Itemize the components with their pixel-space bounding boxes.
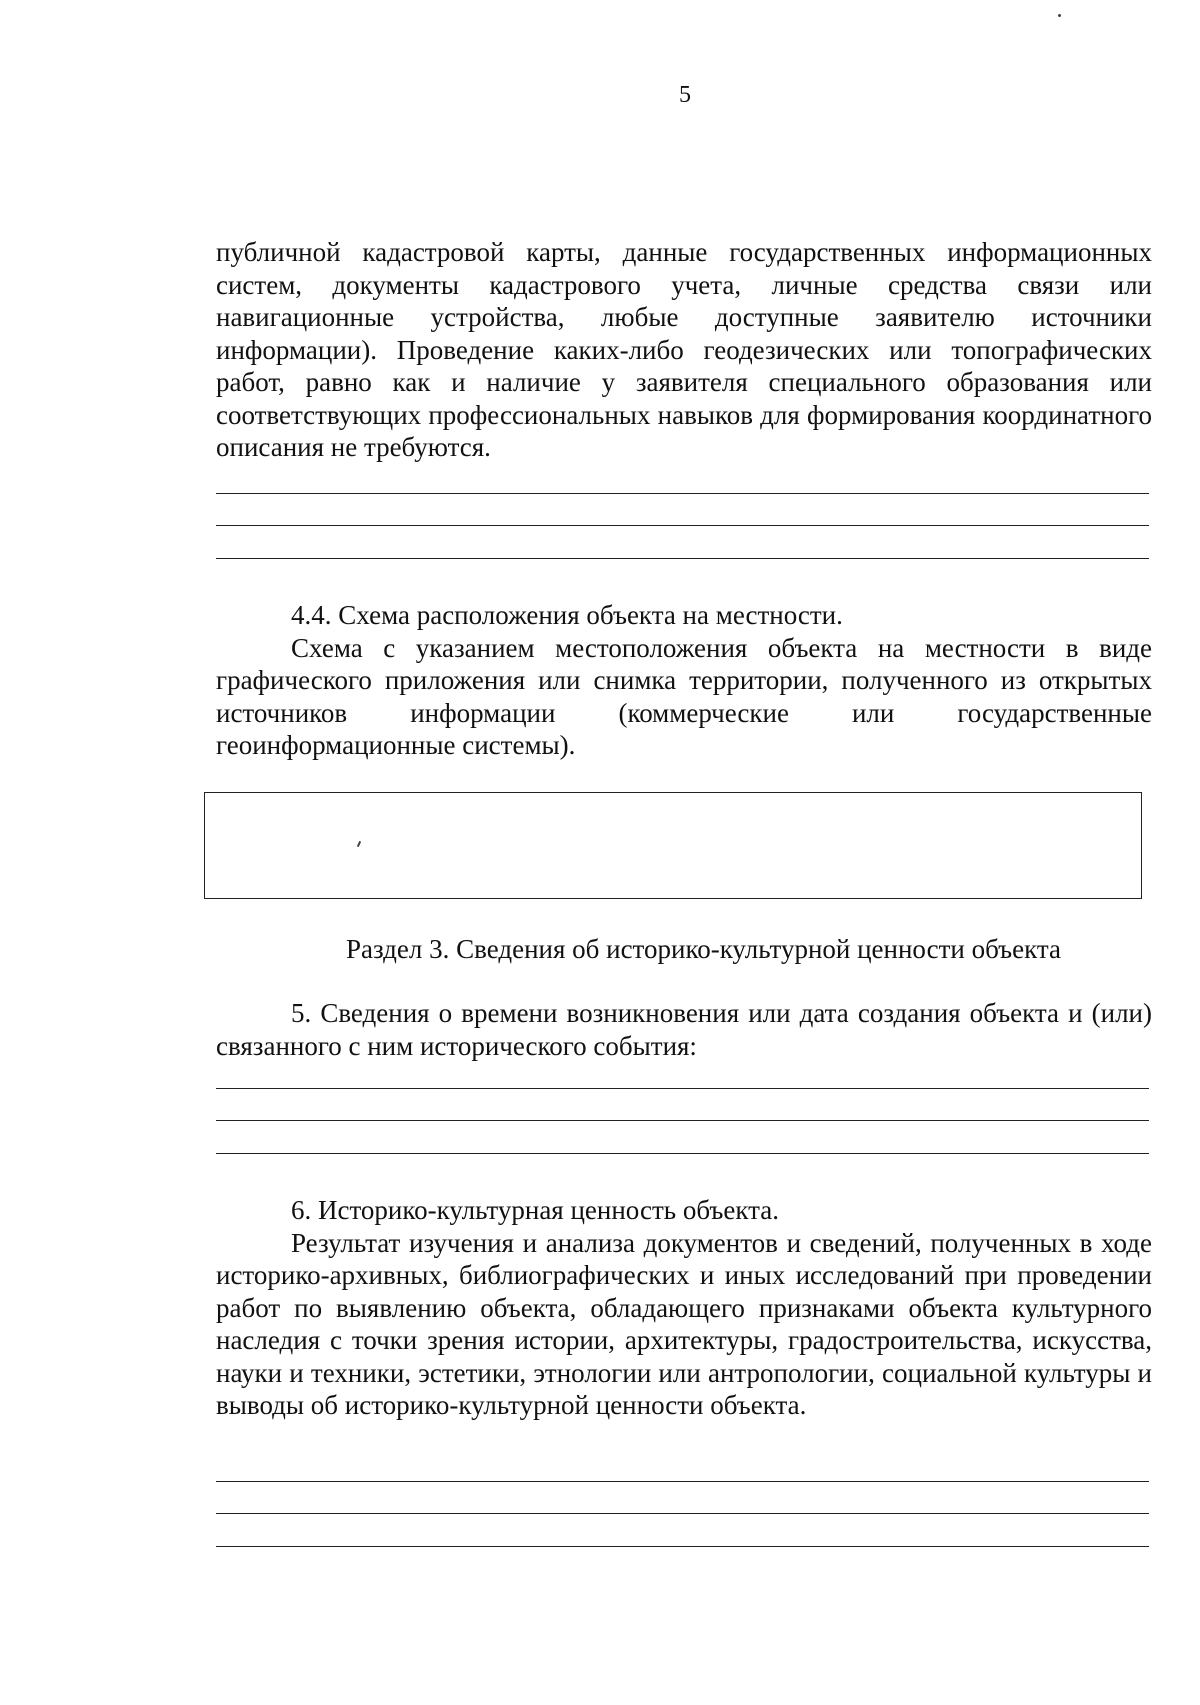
blank-line-2 bbox=[216, 525, 1149, 526]
item-4-4-text: Схема с указанием местоположения объекта на местности в виде графического приложения или снимка территории, полученного из открытых источников информации (коммерческие или государственные геоинформационные системы). bbox=[216, 632, 1152, 760]
page-number: 5 bbox=[679, 82, 691, 108]
item-6-heading: 6. Историко-культурная ценность объекта. bbox=[291, 1195, 779, 1225]
item-4-4 bbox=[216, 599, 1152, 762]
blank-line-6 bbox=[216, 1153, 1149, 1154]
blank-line-9 bbox=[216, 1546, 1149, 1547]
blank-line-1 bbox=[216, 493, 1149, 494]
scan-dot bbox=[1058, 14, 1062, 18]
blank-line-8 bbox=[216, 1513, 1149, 1514]
blank-line-3 bbox=[216, 558, 1149, 559]
blank-line-7 bbox=[216, 1481, 1149, 1482]
scheme-placeholder-box bbox=[204, 792, 1142, 899]
blank-line-5 bbox=[216, 1120, 1149, 1121]
scan-speck bbox=[357, 841, 361, 847]
item-4-4-heading: 4.4. Схема расположения объекта на местности. bbox=[291, 600, 843, 630]
intro-paragraph bbox=[216, 236, 1152, 464]
item-6 bbox=[216, 1194, 1152, 1422]
blank-line-4 bbox=[216, 1088, 1149, 1089]
section-3-heading: Раздел 3. Сведения об историко-культурной ценности объекта bbox=[346, 934, 1061, 964]
item-5-text: 5. Сведения о времени возникновения или дата создания объекта и (или) связанного с ним исторического события: bbox=[216, 998, 1152, 1061]
intro-text: публичной кадастровой карты, данные государственных информационных систем, документы кадастрового учета, личные средства связи или навигационные устройства, любые доступные заявителю источники информации). Проведение каких-либо геодезических или топографических работ, равно как и наличие у заявителя специального образования или соответствующих профессиональных навыков для формирования координатного описания не требуются. bbox=[216, 237, 1152, 462]
item-5 bbox=[216, 997, 1152, 1062]
item-6-text: Результат изучения и анализа документов и сведений, полученных в ходе историко-архивных, библиографических и иных исследований при проведении работ по выявлению объекта, обладающего признаками объекта культурного наследия с точки зрения истории, архитектуры, градостроительства, искусства, науки и техники, эстетики, этнологии или антропологии, социальной культуры и выводы об историко-культурной ценности объекта. bbox=[216, 1227, 1152, 1420]
